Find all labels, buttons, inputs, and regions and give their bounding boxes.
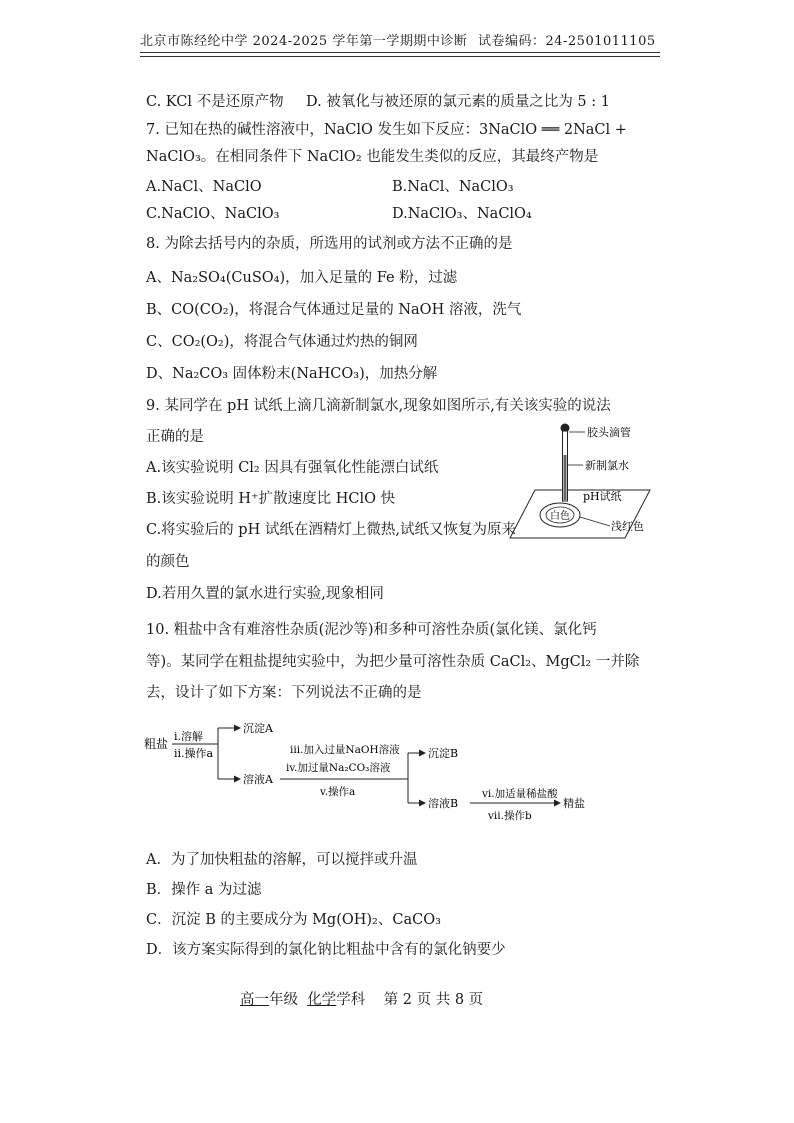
solution-a-label: 溶液A [243, 773, 273, 786]
white-spot [540, 503, 580, 527]
step-operation-a: ii.操作a [174, 747, 214, 760]
q7-stem-line1: 7. 已知在热的碱性溶液中，NaClO 发生如下反应：3NaClO ══ 2NaCl + [146, 122, 627, 138]
ph-paper-figure [505, 420, 655, 540]
q7-option-c: C.NaClO、NaClO₃ [146, 206, 280, 222]
step-dissolve: i.溶解 [174, 730, 204, 743]
footer-grade-suffix: 年级 [269, 992, 298, 1008]
q10-stem-line1: 10. 粗盐中含有难溶性杂质(泥沙等)和多种可溶性杂质(氯化镁、氯化钙 [146, 622, 597, 638]
q8-option-c: C、CO₂(O₂)，将混合气体通过灼热的铜网 [146, 334, 418, 350]
white-label: 白色 [550, 511, 570, 522]
step-add-hcl: vi.加适量稀盐酸 [482, 788, 558, 800]
q7-option-d: D.NaClO₃、NaClO₄ [392, 206, 532, 222]
q10-stem-line2: 等)。某同学在粗盐提纯实验中，为把少量可溶性杂质 CaCl₂、MgCl₂ 一并除 [146, 654, 640, 670]
q8-option-b: B、CO(CO₂)，将混合气体通过足量的 NaOH 溶液，洗气 [146, 302, 522, 318]
step-add-naoh: iii.加入过量NaOH溶液 [290, 744, 400, 756]
q9-option-c-line2: 的颜色 [146, 554, 190, 570]
salt-purification-flowchart [140, 715, 590, 825]
page-footer [240, 988, 483, 1009]
paper-code: 试卷编码：24-2501011105 [477, 34, 656, 49]
solution-b-label: 溶液B [428, 797, 459, 810]
q7-stem-line2: NaClO₃。在相同条件下 NaClO₂ 也能发生类似的反应，其最终产物是 [146, 149, 599, 165]
ph-paper-label: pH试纸 [583, 490, 622, 503]
footer-page-number: 第 2 页 共 8 页 [383, 992, 484, 1008]
school-name: 北京市陈经纶中学 2024-2025 学年第一学期期中诊断 [140, 34, 468, 49]
page-header [140, 30, 660, 70]
q10-stem-line3: 去，设计了如下方案：下列说法不正确的是 [146, 685, 422, 701]
footer-subject-suffix: 学科 [336, 992, 366, 1008]
q6-option-d: D. 被氧化与被还原的氯元素的质量之比为 5 : 1 [306, 94, 610, 110]
q9-option-b: B.该实验说明 H⁺扩散速度比 HClO 快 [146, 491, 396, 507]
dropper-label: 胶头滴管 [587, 426, 631, 439]
header-rule-bottom [140, 56, 660, 57]
step-operation-a-2: v.操作a [320, 786, 356, 798]
q10-option-d: D．该方案实际得到的氯化钠比粗盐中含有的氯化钠要少 [146, 942, 506, 958]
q8-option-d: D、Na₂CO₃ 固体粉末(NaHCO₃)，加热分解 [146, 366, 438, 382]
q9-option-c-line1: C.将实验后的 pH 试纸在酒精灯上微热,试纸又恢复为原来 [146, 522, 516, 538]
q10-option-b: B．操作 a 为过滤 [146, 882, 262, 898]
light-red-label: 浅红色 [611, 520, 644, 533]
q9-option-d: D.若用久置的氯水进行实验,现象相同 [146, 586, 384, 602]
q8-option-a: A、Na₂SO₄(CuSO₄)，加入足量的 Fe 粉，过滤 [146, 270, 458, 286]
precipitate-b-label: 沉淀B [428, 747, 459, 760]
footer-grade: 高一 [240, 992, 269, 1008]
footer-subject: 化学 [307, 992, 337, 1008]
q6-option-c: C. KCl 不是还原产物 [146, 94, 284, 110]
step-operation-b: vii.操作b [488, 810, 532, 822]
q7-option-a: A.NaCl、NaClO [146, 179, 262, 195]
q9-stem-line1: 9. 某同学在 pH 试纸上滴几滴新制氯水,现象如图所示,有关该实验的说法 [146, 398, 611, 414]
header-rule-top [140, 52, 660, 53]
crude-salt-label: 粗盐 [144, 737, 169, 751]
q9-option-a: A.该实验说明 Cl₂ 因具有强氧化性能漂白试纸 [146, 460, 439, 476]
q10-option-c: C．沉淀 B 的主要成分为 Mg(OH)₂、CaCO₃ [146, 912, 441, 928]
q7-option-b: B.NaCl、NaClO₃ [392, 179, 514, 195]
chlorine-water-label: 新制氯水 [585, 459, 629, 472]
precipitate-a-label: 沉淀A [243, 722, 273, 735]
q9-stem-line2: 正确的是 [146, 429, 204, 445]
dropper-icon [561, 424, 570, 502]
step-add-na2co3: iv.加过量Na₂CO₃溶液 [286, 762, 391, 774]
q8-stem: 8. 为除去括号内的杂质，所选用的试剂或方法不正确的是 [146, 236, 513, 252]
q10-option-a: A．为了加快粗盐的溶解，可以搅拌或升温 [146, 852, 418, 868]
refined-salt-label: 精盐 [563, 797, 585, 810]
